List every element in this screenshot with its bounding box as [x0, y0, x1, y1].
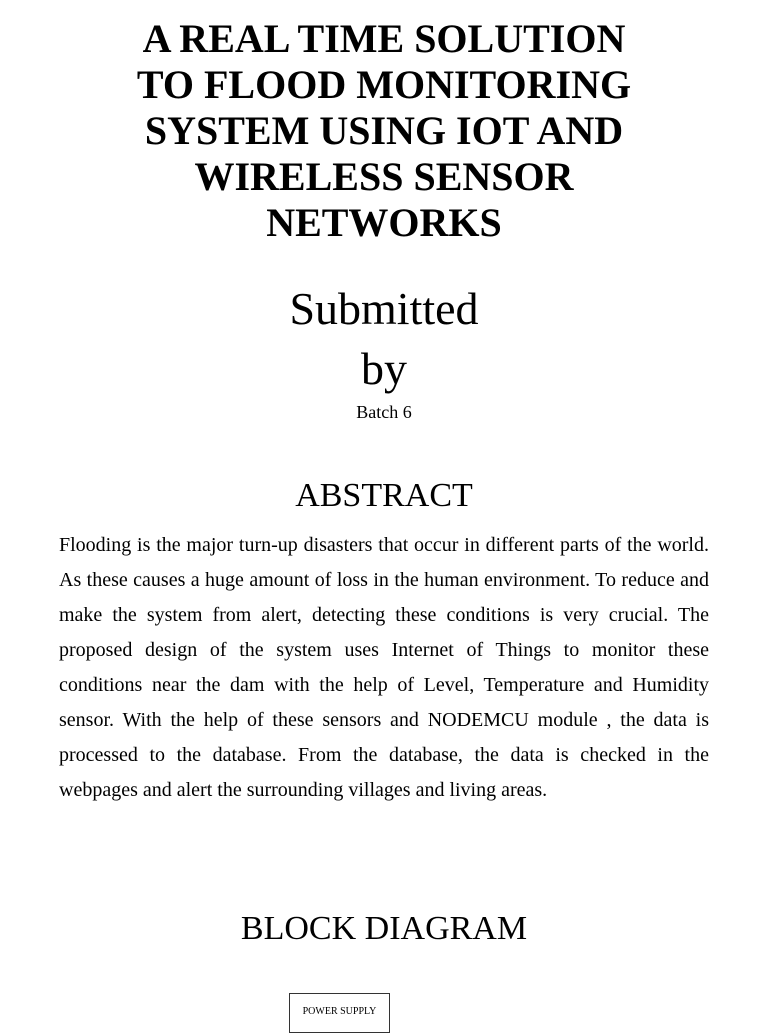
- title-line: WIRELESS SENSOR: [194, 154, 574, 199]
- power-supply-box: POWER SUPPLY: [289, 993, 390, 1033]
- title-line: NETWORKS: [266, 200, 502, 245]
- abstract-heading: ABSTRACT: [295, 477, 473, 514]
- abstract-body: Flooding is the major turn-up disasters that occur in different parts of the world. As these causes a huge amount of loss in the human environment. To reduce and make the system from alert, detecting these conditions is very crucial. The proposed design of the system uses Internet of Things to monitor these conditions near the dam with the help of Level, Temperature and Humidity sensor. With the help of these sensors and NODEMCU module , the data is processed to the database. From the database, the data is checked in the webpages and alert the surrounding villages and living areas.: [59, 534, 709, 801]
- title-line: A REAL TIME SOLUTION: [142, 16, 626, 61]
- title-line: TO FLOOD MONITORING: [136, 62, 632, 107]
- submitted-label: Submitted: [289, 283, 479, 334]
- document-title: [84, 16, 684, 246]
- submitted-by-label: by: [361, 343, 407, 394]
- batch-label: Batch 6: [356, 402, 412, 422]
- block-diagram-heading: BLOCK DIAGRAM: [240, 910, 528, 947]
- title-line: SYSTEM USING IOT AND: [144, 108, 624, 153]
